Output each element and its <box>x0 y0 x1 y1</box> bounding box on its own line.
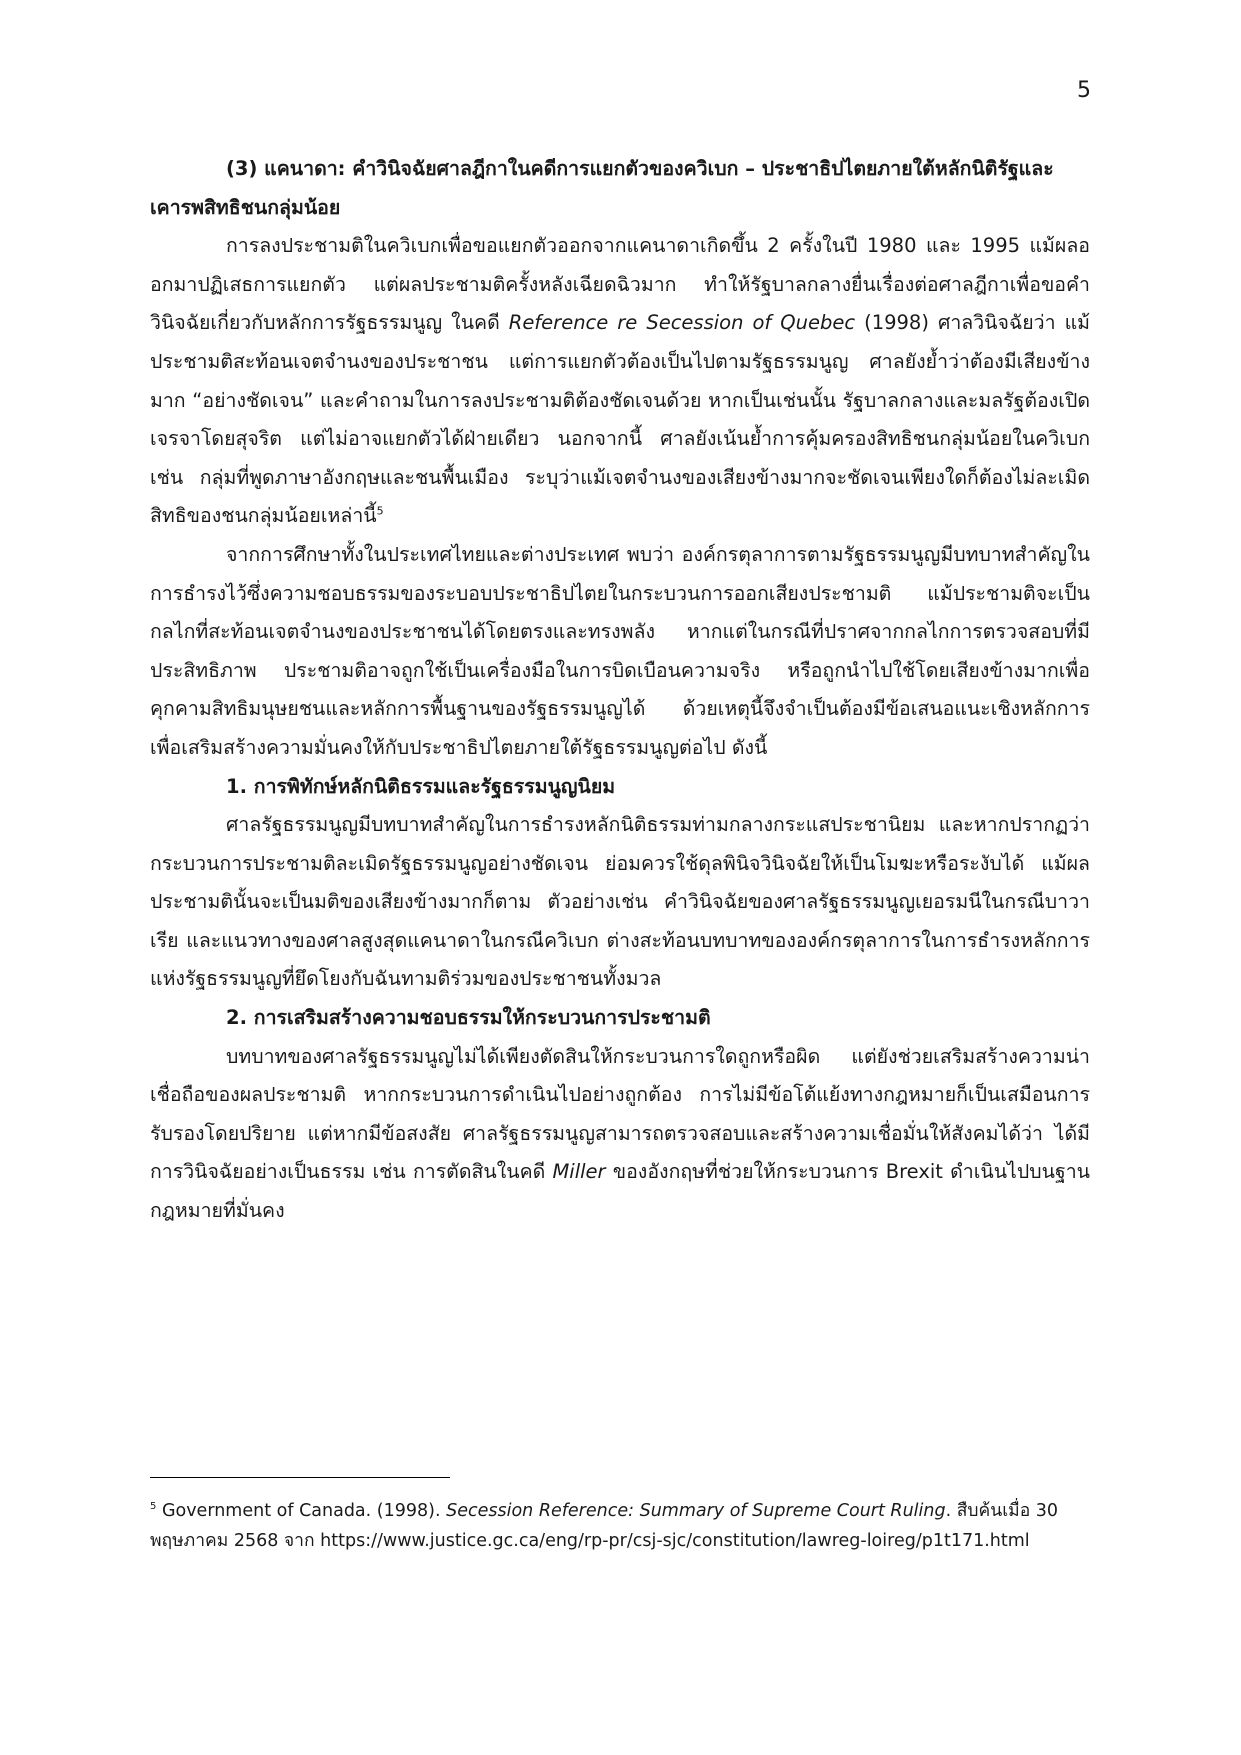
footnote <box>150 1496 1090 1556</box>
paragraph-text: (1998) ศาลวินิจฉัยว่า แม้ประชามติสะท้อนเจตจำนงของประชาชน แต่การแยกตัวต้องเป็นไปตามรัฐธรรมนูญ ศาลยังย้ำว่าต้องมีเสียงข้างมาก “อย่างชัดเจน” และคำถามในการลงประชามติต้องชัดเจนด้วย หากเป็นเช่นนั้น รัฐบาลกลางและมลรัฐต้องเปิดเจรจาโดยสุจริต แต่ไม่อาจแยกตัวได้ฝ่ายเดียว นอกจากนี้ ศาลยังเน้นย้ำการคุ้มครองสิทธิชนกลุ่มน้อยในควิเบก เช่น กลุ่มที่พูดภาษาอังกฤษและชนพื้นเมือง ระบุว่าแม้เจตจำนงของเสียงข้างมากจะชัดเจนเพียงใดก็ต้องไม่ละเมิดสิทธิของชนกลุ่มน้อยเหล่านี้ <box>150 311 1090 528</box>
footnote-title: Secession Reference: Summary of Supreme Court Ruling <box>446 1501 946 1521</box>
case-name-miller: Miller <box>552 1160 606 1184</box>
footnote-text: . สืบค้นเมื่อ 30 พฤษภาคม 2568 จาก https://www.justice.gc.ca/eng/rp-pr/csj-sjc/constitution/lawreg-loireg/p1t171.html <box>150 1501 1059 1551</box>
paragraph-text: การลงประชามติในควิเบกเพื่อขอแยกตัวออกจากแคนาดาเกิดขึ้น 2 ครั้งในปี 1980 และ 1995 แม้ผลออกมาปฏิเสธการแยกตัว แต่ผลประชามติครั้งหลังเฉียดฉิวมาก ทำให้รัฐบาลกลางยื่นเรื่องต่อศาลฎีกาเพื่อขอคำวินิจฉัยเกี่ยวกับหลักการรัฐธรรมนูญ ในคดี <box>150 234 1090 335</box>
recommendation-heading-1: 1. การพิทักษ์หลักนิติธรรมและรัฐธรรมนูญนิยม <box>226 774 616 798</box>
paragraph-canada-case <box>150 227 1090 536</box>
section-heading: (3) แคนาดา: คำวินิจฉัยศาลฎีกาในคดีการแยกตัวของควิเบก – ประชาธิปไตยภายใต้หลักนิติรัฐและเคารพสิทธิชนกลุ่มน้อย <box>150 157 1054 219</box>
footnote-divider <box>150 1477 450 1478</box>
footnote-reference[interactable]: 5 <box>376 504 384 518</box>
footnote-text: Government of Canada. (1998). <box>156 1501 447 1521</box>
document-body <box>150 150 1090 1231</box>
recommendation-body-1: ศาลรัฐธรรมนูญมีบทบาทสำคัญในการธำรงหลักนิติธรรมท่ามกลางกระแสประชานิยม และหากปรากฏว่ากระบวนการประชามติละเมิดรัฐธรรมนูญอย่างชัดเจน ย่อมควรใช้ดุลพินิจวินิจฉัยให้เป็นโมฆะหรือระงับได้ แม้ผลประชามตินั้นจะเป็นมติของเสียงข้างมากก็ตาม ตัวอย่างเช่น คำวินิจฉัยของศาลรัฐธรรมนูญเยอรมนีในกรณีบาวาเรีย และแนวทางของศาลสูงสุดแคนาดาในกรณีควิเบก ต่างสะท้อนบทบาทขององค์กรตุลาการในการธำรงหลักการแห่งรัฐธรรมนูญที่ยึดโยงกับฉันทามติร่วมของประชาชนทั้งมวล <box>150 813 1090 991</box>
footnote-marker: 5 <box>150 1501 157 1513</box>
recommendation-heading-2: 2. การเสริมสร้างความชอบธรรมให้กระบวนการประชามติ <box>226 1006 711 1030</box>
page-number: 5 <box>1077 78 1091 103</box>
case-name-quebec: Reference re Secession of Quebec <box>508 311 856 335</box>
paragraph-text: ของอังกฤษที่ช่วยให้กระบวนการ Brexit ดำเนินไปบนฐานกฎหมายที่มั่นคง <box>150 1160 1090 1223</box>
recommendation-body-2 <box>150 1038 1090 1231</box>
paragraph-summary: จากการศึกษาทั้งในประเทศไทยและต่างประเทศ พบว่า องค์กรตุลาการตามรัฐธรรมนูญมีบทบาทสำคัญในการธำรงไว้ซึ่งความชอบธรรมของระบอบประชาธิปไตยในกระบวนการออกเสียงประชามติ แม้ประชามติจะเป็นกลไกที่สะท้อนเจตจำนงของประชาชนได้โดยตรงและทรงพลัง หากแต่ในกรณีที่ปราศจากกลไกการตรวจสอบที่มีประสิทธิภาพ ประชามติอาจถูกใช้เป็นเครื่องมือในการบิดเบือนความจริง หรือถูกนำไปใช้โดยเสียงข้างมากเพื่อคุกคามสิทธิมนุษยชนและหลักการพื้นฐานของรัฐธรรมนูญได้ ด้วยเหตุนี้จึงจำเป็นต้องมีข้อเสนอแนะเชิงหลักการเพื่อเสริมสร้างความมั่นคงให้กับประชาธิปไตยภายใต้รัฐธรรมนูญต่อไป ดังนี้ <box>150 542 1090 759</box>
paragraph-text: บทบาทของศาลรัฐธรรมนูญไม่ได้เพียงตัดสินให้กระบวนการใดถูกหรือผิด แต่ยังช่วยเสริมสร้างความน่าเชื่อถือของผลประชามติ หากกระบวนการดำเนินไปอย่างถูกต้อง การไม่มีข้อโต้แย้งทางกฎหมายก็เป็นเสมือนการรับรองโดยปริยาย แต่หากมีข้อสงสัย ศาลรัฐธรรมนูญสามารถตรวจสอบและสร้างความเชื่อมั่นให้สังคมได้ว่า ได้มีการวินิจฉัยอย่างเป็นธรรม เช่น การตัดสินในคดี <box>150 1044 1090 1184</box>
